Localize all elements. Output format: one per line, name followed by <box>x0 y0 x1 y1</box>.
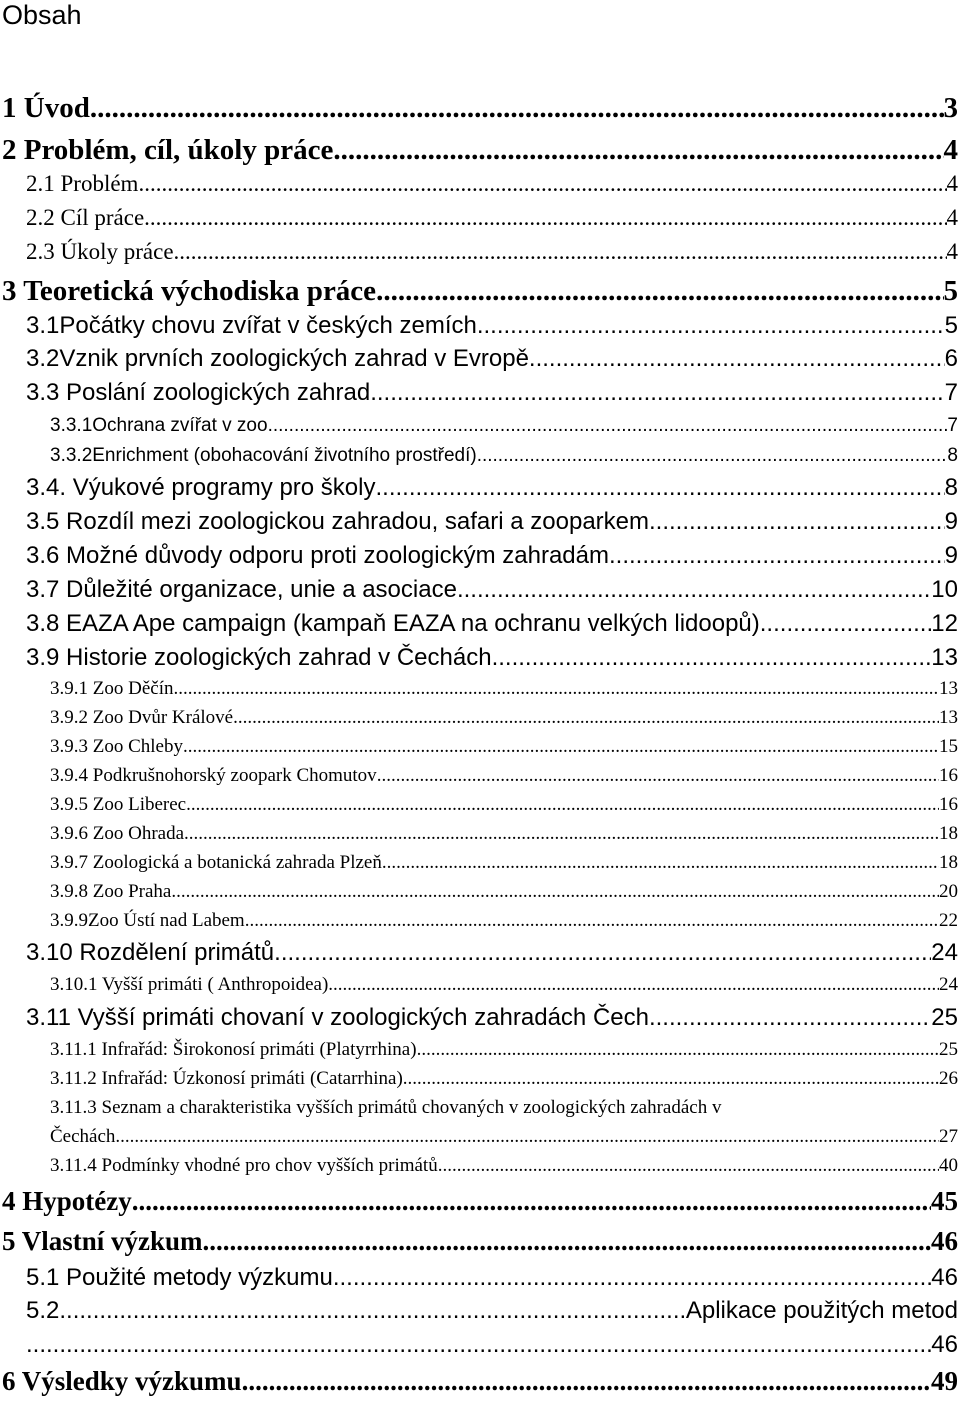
toc-entry-label: 3.10 Rozdělení primátů <box>26 939 275 966</box>
toc-entry[interactable] <box>26 1297 958 1325</box>
toc-leader <box>233 707 939 729</box>
toc-entry[interactable] <box>50 823 958 845</box>
toc-entry-label: 5 Vlastní výzkum <box>2 1226 203 1256</box>
toc-entry[interactable] <box>50 910 958 932</box>
toc-entry-label: 6 Výsledky výzkumu <box>2 1366 242 1396</box>
toc-entry[interactable] <box>50 445 958 467</box>
toc-entry[interactable] <box>50 1155 958 1177</box>
toc-leader <box>245 910 939 932</box>
toc-leader <box>417 1039 939 1061</box>
toc-leader <box>90 92 944 125</box>
page-title: Obsah <box>2 0 82 30</box>
toc-entry[interactable] <box>50 1126 958 1148</box>
toc-entry-label: 3.4. Výukové programy pro školy <box>26 474 376 501</box>
toc-entry-page: 3 <box>943 92 958 124</box>
toc-entry-label: 3.1Počátky chovu zvířat v českých zemích <box>26 312 477 339</box>
toc-leader <box>26 1331 931 1359</box>
toc-entry[interactable] <box>50 1039 958 1061</box>
toc-leader <box>173 678 939 700</box>
toc-leader <box>377 765 939 787</box>
toc-entry-label: 3.10.1 Vyšší primáti ( Anthropoidea) <box>50 974 329 995</box>
toc-leader <box>138 171 946 197</box>
toc-leader <box>242 1366 931 1397</box>
toc-leader <box>132 1186 931 1217</box>
toc-entry-label: 3.9.9Zoo Ústí nad Labem <box>50 910 245 931</box>
toc-entry[interactable] <box>2 92 958 125</box>
toc-entry[interactable] <box>50 736 958 758</box>
toc-entry-page: 22 <box>939 910 958 931</box>
toc-entry[interactable] <box>26 205 958 231</box>
toc-entry-page: 4 <box>946 171 958 196</box>
toc-leader <box>333 134 943 167</box>
toc-entry[interactable] <box>26 239 958 265</box>
toc-entry-page: 40 <box>939 1155 958 1176</box>
toc-leader <box>649 1004 931 1032</box>
toc-leader <box>184 823 939 845</box>
toc-entry[interactable] <box>50 974 958 996</box>
toc-entry[interactable] <box>50 678 958 700</box>
toc-leader <box>370 379 944 407</box>
toc-entry-label: 2.1 Problém <box>26 171 139 196</box>
toc-entry-page: 4 <box>943 134 958 166</box>
toc-entry-label: 2.2 Cíl práce <box>26 205 145 230</box>
toc-entry[interactable] <box>50 852 958 874</box>
toc-entry-page: 16 <box>939 794 958 815</box>
toc-entry-page: 5 <box>944 312 958 339</box>
toc-leader <box>183 736 939 758</box>
toc-entry-label: 3.9.3 Zoo Chleby <box>50 736 183 757</box>
toc-entry-label: 3.11 Vyšší primáti chovaní v zoologických zahradách Čech <box>26 1004 649 1031</box>
toc-entry-page: 46 <box>931 1264 958 1291</box>
toc-entry-page: 13 <box>939 678 958 699</box>
toc-entry[interactable] <box>50 415 958 437</box>
toc-entry[interactable] <box>26 171 958 197</box>
toc-entry-page: 45 <box>931 1186 958 1216</box>
toc-entry[interactable] <box>26 508 958 536</box>
toc-entry-label: 3.9.4 Podkrušnohorský zoopark Chomutov <box>50 765 377 786</box>
toc-leader <box>492 644 932 672</box>
toc-entry-label: 3.11.1 Infrařád: Širokonosí primáti (Platyrrhina) <box>50 1039 417 1060</box>
toc-entry-page: 26 <box>939 1068 958 1089</box>
toc-leader <box>649 508 945 536</box>
toc-leader <box>59 1297 685 1325</box>
toc-entry-page: 46 <box>931 1226 958 1256</box>
toc-leader <box>529 345 945 373</box>
toc-entry[interactable] <box>2 1366 958 1397</box>
toc-entry[interactable] <box>26 312 958 340</box>
toc-leader <box>477 445 948 467</box>
toc-entry-label: 3.9.1 Zoo Děčín <box>50 678 174 699</box>
toc-entry-label: 3.9.8 Zoo Praha <box>50 881 172 902</box>
toc-entry-label-right: Aplikace použitých metod <box>685 1297 958 1324</box>
toc-leader <box>186 794 939 816</box>
toc-leader <box>376 275 943 308</box>
toc-leader <box>171 881 939 903</box>
toc-entry-label-continued: Čechách <box>50 1126 116 1147</box>
toc-entry-page: 24 <box>931 939 958 966</box>
toc-entry[interactable] <box>50 881 958 903</box>
toc-entry-page: 13 <box>939 707 958 728</box>
toc-leader <box>174 239 947 265</box>
toc-leader <box>403 1068 939 1090</box>
toc-leader <box>268 415 948 437</box>
toc-entry-label: 3.8 EAZA Ape campaign (kampaň EAZA na ochranu velkých lidoopů) <box>26 610 760 637</box>
toc-entry-page: 10 <box>931 576 958 603</box>
toc-leader <box>457 576 931 604</box>
toc-entry-page: 4 <box>946 239 958 264</box>
toc-entry[interactable] <box>26 576 958 604</box>
toc-entry[interactable] <box>50 794 958 816</box>
toc-entry-page: 49 <box>931 1366 958 1396</box>
toc-entry-label: 3.6 Možné důvody odporu proti zoologickým zahradám <box>26 542 609 569</box>
toc-entry-label: 3.11.4 Podmínky vhodné pro chov vyšších primátů <box>50 1155 438 1176</box>
toc-entry-page: 8 <box>947 445 958 466</box>
toc-entry-label: 3.7 Důležité organizace, unie a asociace <box>26 576 457 603</box>
toc-entry[interactable] <box>26 939 958 967</box>
toc-entry[interactable] <box>2 134 958 167</box>
toc-entry-label: 3.5 Rozdíl mezi zoologickou zahradou, safari a zooparkem <box>26 508 649 535</box>
toc-entry-page: 9 <box>944 508 958 535</box>
toc-entry-label: 1 Úvod <box>2 92 90 124</box>
toc-entry-page: 20 <box>939 881 958 902</box>
toc-entry[interactable] <box>26 1331 958 1359</box>
toc-leader <box>328 974 939 996</box>
toc-entry[interactable] <box>2 1226 958 1257</box>
toc-entry-page: 4 <box>946 205 958 230</box>
toc-entry-page: 27 <box>939 1126 958 1147</box>
toc-entry-label: 2 Problém, cíl, úkoly práce <box>2 134 334 166</box>
toc-entry[interactable] <box>26 379 958 407</box>
toc-entry-page: 5 <box>943 275 958 307</box>
toc-leader <box>274 939 931 967</box>
toc-entry-page: 25 <box>939 1039 958 1060</box>
toc-entry-label: 5.2 <box>26 1297 60 1324</box>
toc-leader <box>203 1226 931 1257</box>
toc-entry[interactable] <box>26 644 958 672</box>
toc-entry[interactable] <box>26 474 958 502</box>
toc-leader <box>144 205 946 231</box>
toc-entry-page: 7 <box>944 379 958 406</box>
toc-entry-page: 8 <box>944 474 958 501</box>
toc-entry-page: 15 <box>939 736 958 757</box>
toc-entry-page: 18 <box>939 852 958 873</box>
toc-entry[interactable] <box>26 610 958 638</box>
toc-entry-label: 3.9.2 Zoo Dvůr Králové <box>50 707 234 728</box>
toc-entry-label: 4 Hypotézy <box>2 1186 132 1216</box>
toc-entry[interactable] <box>26 1004 958 1032</box>
toc-entry-page: 16 <box>939 765 958 786</box>
toc-entry-label: 2.3 Úkoly práce <box>26 239 174 264</box>
toc-entry-label: 3.2Vznik prvních zoologických zahrad v Evropě <box>26 345 529 372</box>
toc-entry[interactable] <box>26 542 958 570</box>
toc-entry-page: 25 <box>931 1004 958 1031</box>
toc-leader <box>477 312 945 340</box>
toc-entry-label: 3.11.2 Infrařád: Úzkonosí primáti (Catarrhina) <box>50 1068 403 1089</box>
toc-leader <box>333 1264 931 1292</box>
toc-leader <box>438 1155 939 1177</box>
toc-entry-label: 3.9.6 Zoo Ohrada <box>50 823 185 844</box>
toc-entry-label: 3.3.2Enrichment (obohacování životního prostředí) <box>50 445 477 466</box>
toc-entry-label: 3.9 Historie zoologických zahrad v Čechách <box>26 644 492 671</box>
toc-leader <box>382 852 939 874</box>
toc-entry-page: 9 <box>944 542 958 569</box>
toc-entry-page: 13 <box>931 644 958 671</box>
toc-entry-label: 3.3.1Ochrana zvířat v zoo <box>50 415 268 436</box>
toc-entry-page: 18 <box>939 823 958 844</box>
toc-entry-page: 6 <box>944 345 958 372</box>
toc-entry[interactable] <box>2 1186 958 1217</box>
toc-leader <box>376 474 945 502</box>
toc-entry[interactable] <box>50 765 958 787</box>
toc-entry[interactable] <box>26 1264 958 1292</box>
toc-entry[interactable] <box>50 707 958 729</box>
toc-entry-label: 3 Teoretická východiska práce <box>2 275 377 307</box>
toc-leader <box>760 610 932 638</box>
toc-entry-page: 46 <box>931 1331 958 1358</box>
toc-entry[interactable] <box>26 345 958 373</box>
toc-leader <box>609 542 945 570</box>
toc-entry[interactable] <box>2 275 958 308</box>
toc-entry-label: 3.9.7 Zoologická a botanická zahrada Plzeň <box>50 852 382 873</box>
toc-entry[interactable] <box>50 1068 958 1090</box>
toc-entry-label: 3.9.5 Zoo Liberec <box>50 794 187 815</box>
toc-entry-page: 24 <box>939 974 958 995</box>
toc-entry-page: 12 <box>931 610 958 637</box>
toc-entry-label-wrapped[interactable]: 3.11.3 Seznam a charakteristika vyšších primátů chovaných v zoologických zahradách v <box>50 1097 722 1118</box>
toc-entry-label: 5.1 Použité metody výzkumu <box>26 1264 333 1291</box>
toc-entry-page: 7 <box>947 415 958 436</box>
toc-entry-label: 3.3 Poslání zoologických zahrad <box>26 379 371 406</box>
toc-leader <box>115 1126 939 1148</box>
